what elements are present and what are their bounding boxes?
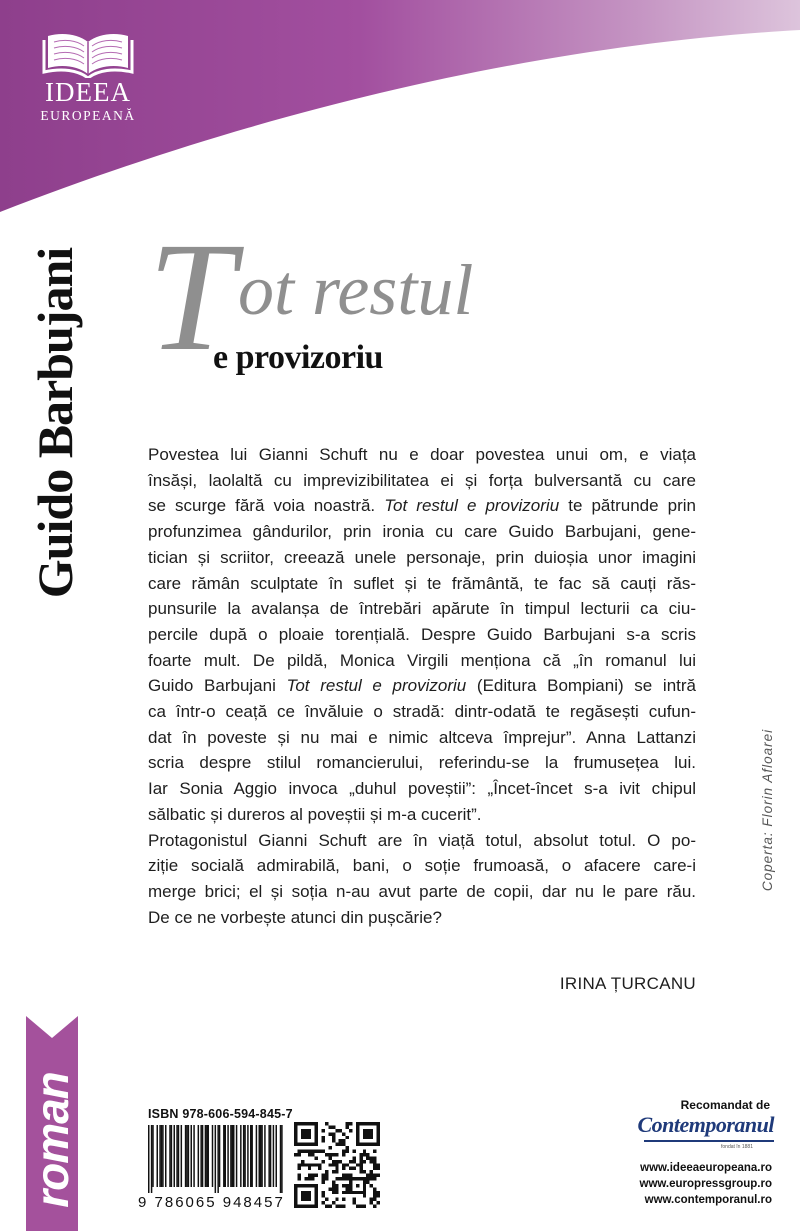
blurb-text: profunzimea gândurilor, prin ironia cu care Guido Barbujani, gene- bbox=[148, 522, 696, 542]
blurb-line bbox=[148, 442, 696, 468]
blurb-line bbox=[148, 468, 696, 494]
blurb-line bbox=[148, 622, 696, 648]
barcode-digits: 9 786065 948457 bbox=[138, 1194, 285, 1211]
website-link[interactable]: www.contemporanul.ro bbox=[644, 1194, 772, 1206]
blurb-text: merge brici; el și soția n-au avut parte de copii, dar nu le pare rău. bbox=[148, 881, 696, 901]
blurb-line bbox=[148, 673, 696, 699]
blurb-text: Guido Barbujani bbox=[148, 676, 287, 696]
recommended-label: Recomandat de bbox=[680, 1098, 770, 1112]
blurb-line bbox=[148, 596, 696, 622]
cover-credit: Coperta: Florin Afloarei bbox=[760, 728, 775, 892]
publisher-subname: EUROPEANĂ bbox=[40, 108, 136, 123]
publisher-logo bbox=[28, 28, 148, 128]
blurb-line bbox=[148, 519, 696, 545]
blurb-text: percile după o ploaie torențială. Despre Guido Barbujani s-a scris bbox=[148, 624, 696, 644]
author-name: Guido Barbujani bbox=[27, 247, 83, 599]
blurb-line bbox=[148, 776, 696, 802]
book-blurb bbox=[148, 442, 696, 930]
blurb-text: De ce ne vorbește atunci din pușcărie? bbox=[148, 907, 442, 927]
blurb-text: te pătrunde prin bbox=[559, 496, 696, 516]
title-initial: T bbox=[148, 210, 235, 383]
blurb-text: foarte mult. De pildă, Monica Virgili menționa că „în romanul lui bbox=[148, 650, 696, 670]
blurb-text: ca într-o ceață ce învăluie o stradă: dintr-odată te regăsești cufun- bbox=[148, 702, 696, 722]
blurb-line bbox=[148, 545, 696, 571]
blurb-text: (Editura Bompiani) se intră bbox=[466, 676, 696, 696]
blurb-line bbox=[148, 571, 696, 597]
title-rest: ot restul bbox=[238, 250, 474, 330]
author-spine bbox=[20, 228, 90, 618]
contemporanul-underline bbox=[644, 1140, 774, 1142]
blurb-text: tician și scriitor, creează unele personaje, prin duioșia unor imagini bbox=[148, 547, 696, 567]
blurb-text: sălbatic și dureros al poveștii și m-a cucerit”. bbox=[148, 804, 482, 824]
website-link[interactable]: www.europressgroup.ro bbox=[639, 1178, 772, 1190]
blurb-text: dat în poveste și nu mai e nimic altceva împrejur”. Anna Lattanzi bbox=[148, 727, 696, 747]
blurb-text: ziție socială admirabilă, bani, o soție frumoasă, o afacere care-i bbox=[148, 856, 696, 876]
blurb-text: însăși, laolaltă cu imprevizibilitatea ei și forța bulversantă cu care bbox=[148, 470, 696, 490]
contemporanul-tagline: fondat în 1881 bbox=[721, 1144, 753, 1150]
genre-chevron bbox=[26, 1016, 78, 1048]
blurb-line bbox=[148, 725, 696, 751]
website-list bbox=[596, 1160, 772, 1208]
book-title-mention: Tot restul e provizoriu bbox=[286, 676, 467, 696]
book-subtitle: e provizoriu bbox=[213, 339, 383, 376]
blurb-text: Povestea lui Gianni Schuft nu e doar povestea unui om, e viața bbox=[148, 445, 696, 464]
blurb-line bbox=[148, 750, 696, 776]
blurb-line bbox=[148, 905, 696, 931]
blurb-text: Protagonistul Gianni Schuft are în viață totul, absolut totul. O po- bbox=[148, 830, 696, 850]
barcode bbox=[148, 1125, 284, 1193]
blurb-line bbox=[148, 493, 696, 519]
blurb-text: Iar Sonia Aggio invoca „duhul poveștii”: „Încet-încet s-a ivit chipul bbox=[148, 779, 696, 799]
publisher-name: IDEEA bbox=[45, 77, 131, 107]
open-book-icon bbox=[40, 28, 136, 78]
blurb-line bbox=[148, 853, 696, 879]
contemporanul-logo: Contemporanul bbox=[637, 1112, 774, 1137]
blurb-line bbox=[148, 648, 696, 674]
blurb-signature: IRINA ȚURCANU bbox=[559, 974, 696, 993]
cover-credit-area bbox=[748, 660, 788, 960]
genre-label: roman bbox=[26, 1072, 78, 1208]
book-title-mention: Tot restul e provizoriu bbox=[384, 496, 560, 516]
blurb-text: care rămân sculptate în suflet și te frământă, te fac să cauți răs- bbox=[148, 573, 696, 593]
blurb-line bbox=[148, 828, 696, 854]
website-link[interactable]: www.ideeaeuropeana.ro bbox=[640, 1162, 772, 1174]
blurb-text: se scurge fără voia noastră. bbox=[148, 496, 385, 516]
blurb-line bbox=[148, 879, 696, 905]
blurb-line bbox=[148, 802, 696, 828]
qr-code bbox=[294, 1122, 380, 1208]
blurb-text: scria despre stilul romancierului, referindu-se la frumusețea lui. bbox=[148, 753, 696, 773]
blurb-text: punsurile la avalanșa de întrebări apărute în timpul lecturii ca ciu- bbox=[148, 599, 696, 619]
isbn-label: ISBN 978-606-594-845-7 bbox=[148, 1107, 293, 1121]
blurb-line bbox=[148, 699, 696, 725]
